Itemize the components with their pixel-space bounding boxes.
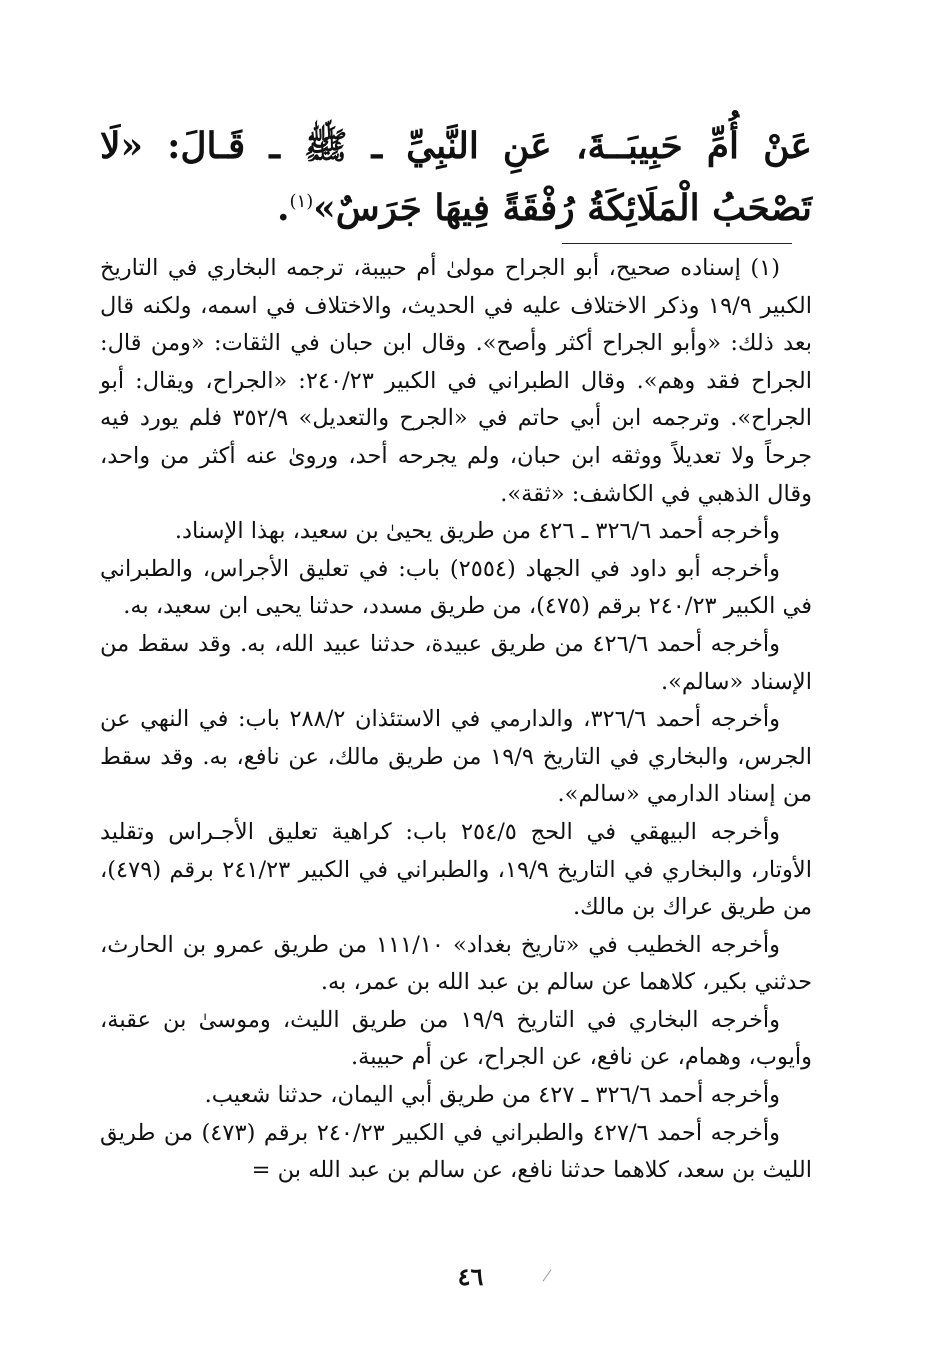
footnote-paragraph: وأخرجه أحمد ٣٢٦/٦ ـ ٤٢٧ من طريق أبي اليمان، حدثنا شعيب. [204, 1082, 780, 1109]
footnote-paragraph: وأخرجه الخطيب في «تاريخ بغداد» ١١١/١٠ من طريق عمرو بن الحارث، حدثني بكير، كلاهما عن سالم بن عبد الله بن عمر، به. [100, 931, 812, 996]
footnote-paragraph: وأخرجه أحمد ٣٢٦/٦، والدارمي في الاستئذان ٢٨٨/٢ باب: في النهي عن الجرس، والبخاري في التاريخ ١٩/٩ من طريق مالك، عن نافع، به. وقد سقط من إسناد الدارمي «سالم». [100, 706, 812, 808]
footnote-paragraph: وأخرجه البيهقي في الحج ٢٥٤/٥ باب: كراهية تعليق الأجـراس وتقليد الأوتار، والبخاري في التاريخ ١٩/٩، والطبراني في الكبير ٢٤١/٢٣ برقم (٤٧٩)، من طريق عراك بن مالك. [100, 818, 812, 921]
page-number: ٤٦ [457, 1262, 484, 1291]
hadith-body: عَنْ أُمِّ حَبِيبَــةَ، عَنِ النَّبِيِّ ـ ﷺ ـ قَـالَ: «لَا تَصْحَبُ الْمَلَائِكَةُ رُفْقَةً فِيهَا جَرَسٌ» [100, 125, 812, 229]
footnote-paragraph: وأخرجه أحمد ٤٢٧/٦ والطبراني في الكبير ٢٤٠/٢٣ برقم (٤٧٣) من طريق الليث بن سعد، كلاهما حدثنا نافع، عن سالم بن عبد الله بن = [100, 1119, 812, 1184]
footnote-reference: (١) [289, 191, 314, 212]
footnote-paragraph: وأخرجه أحمد ٣٢٦/٦ ـ ٤٢٦ من طريق يحيىٰ بن سعيد، بهذا الإسناد. [174, 518, 780, 545]
footnote-paragraph: (١) إسناده صحيح، أبو الجراح مولىٰ أم حبيبة، ترجمه البخاري في التاريخ الكبير ١٩/٩ وذكر الاختلاف عليه في الحديث، والاختلاف في اسمه، ولكنه قال بعد ذلك: «وأبو الجراح أكثر وأصح». وقال ابن حبان في الثقات: «ومن قال: الجراح فقد وهم». وقال الطبراني في الكبير ٢٤٠/٢٣: «الجراح، ويقال: أبو الجراح». وترجمه ابن أبي حاتم في «الجرح والتعديل» ٣٥٢/٩ فلم يورد فيه جرحاً ولا تعديلاً ووثقه ابن حبان، ولم يجرحه أحد، وروىٰ عنه أكثر من واحد، وقال الذهبي في الكاشف: «ثقة». [100, 255, 813, 507]
footnote-paragraph: وأخرجه أحمد ٤٢٦/٦ من طريق عبيدة، حدثنا عبيد الله، به. وقد سقط من الإسناد «سالم». [100, 630, 812, 695]
footnote-separator [562, 243, 792, 244]
hadith-end: . [276, 187, 290, 229]
footnote-paragraph: وأخرجه البخاري في التاريخ ١٩/٩ من طريق الليث، وموسىٰ بن عقبة، وأيوب، وهمام، عن نافع، عن الجراح، عن أم حبيبة. [100, 1006, 812, 1071]
footnote [100, 250, 812, 1190]
hadith-text [100, 118, 812, 236]
footnote-paragraph: وأخرجه أبو داود في الجهاد (٢٥٥٤) باب: في تعليق الأجراس، والطبراني في الكبير ٢٤٠/٢٣ برقم (٤٧٥)، من طريق مسدد، حدثنا يحيى ابن سعيد، به. [100, 555, 812, 620]
